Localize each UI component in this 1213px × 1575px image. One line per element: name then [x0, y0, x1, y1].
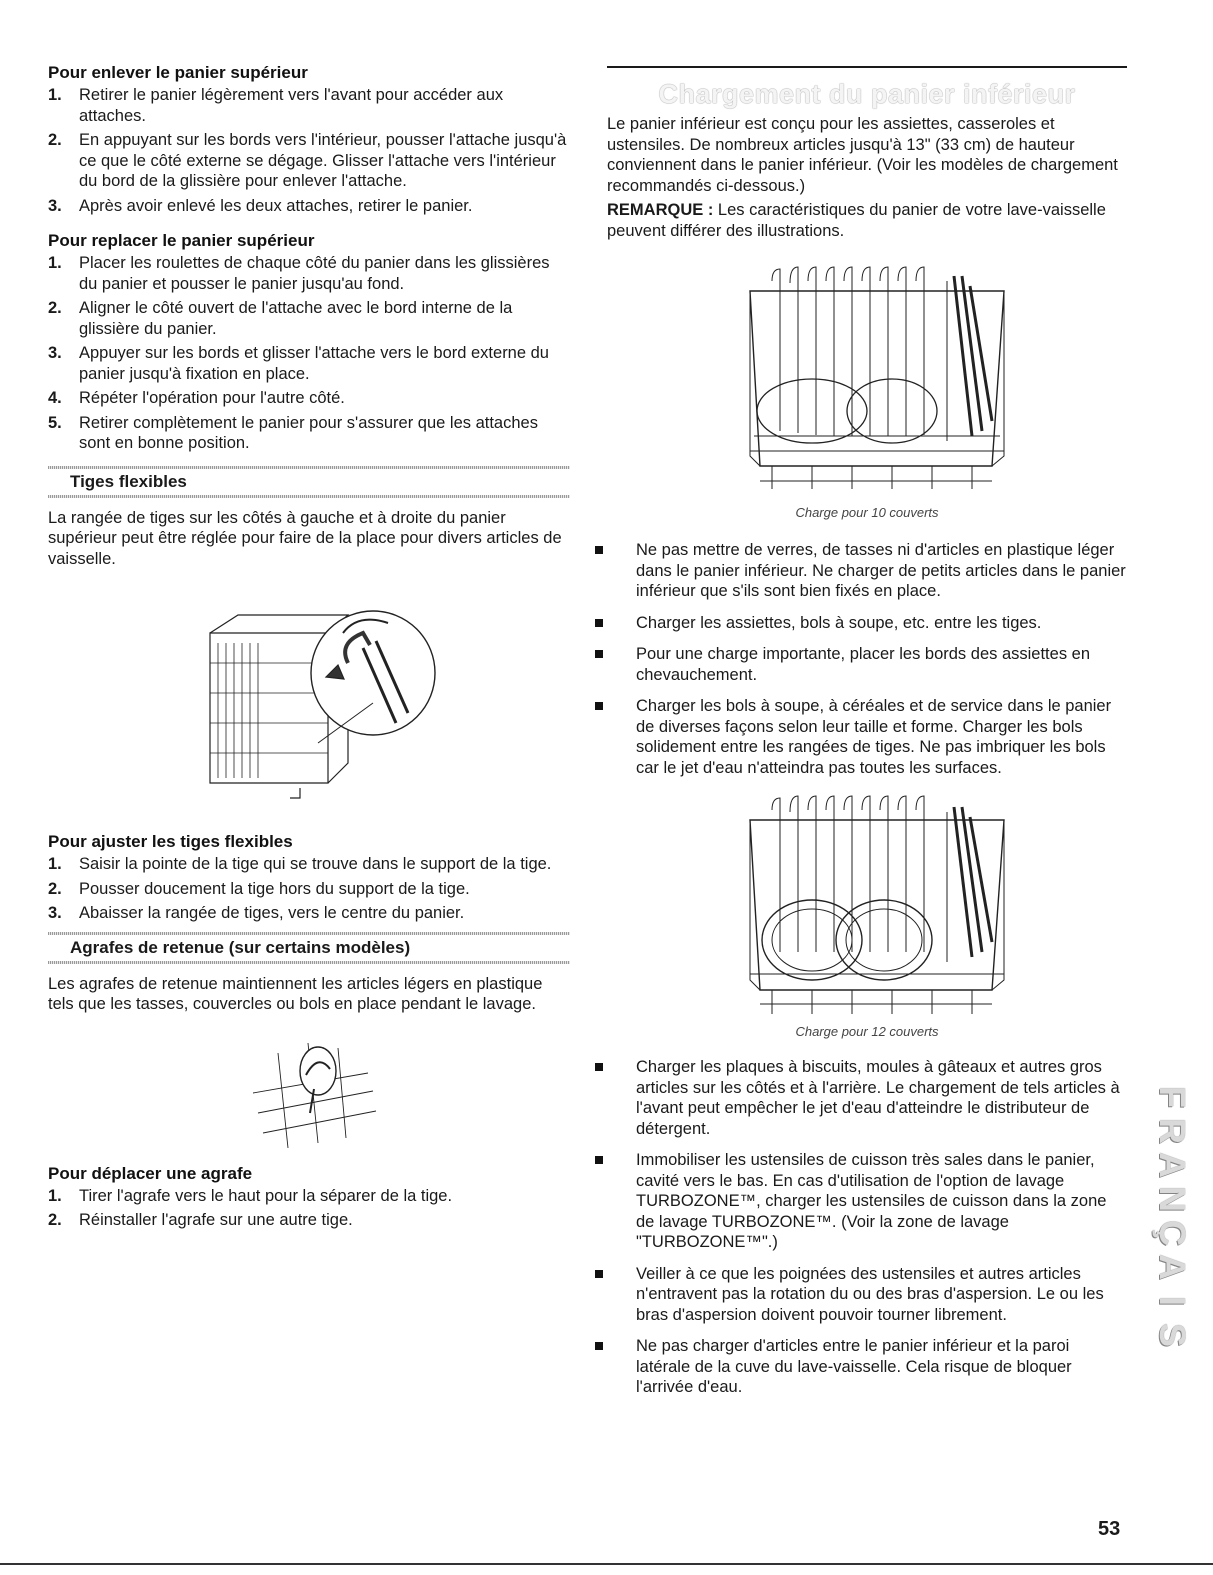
step-number: 2.	[48, 131, 62, 149]
banner-rule	[48, 961, 570, 964]
tines-section-title: Tiges flexibles	[70, 471, 187, 491]
retaining-clip-illustration	[248, 1033, 378, 1153]
list-item	[607, 540, 1127, 602]
side-tab-letter: Ç	[1152, 1220, 1193, 1246]
step-text: Pousser doucement la tige hors du support de la tige.	[79, 879, 470, 898]
step-number: 2.	[48, 1211, 62, 1229]
list-item	[48, 253, 570, 294]
move-clip-heading: Pour déplacer une agrafe	[48, 1163, 253, 1183]
adjust-steps-list	[48, 854, 570, 924]
list-item	[48, 85, 570, 126]
step-text: En appuyant sur les bords vers l'intérieur, pousser l'attache jusqu'à ce que le côté externe se dégage. Glisser l'attache vers l'intérieur du bord de la glissière pour enlever l'attache.	[79, 131, 567, 190]
step-text: Appuyer sur les bords et glisser l'attache vers le bord externe du panier jusqu'à fixation en place.	[79, 344, 549, 383]
list-item	[48, 343, 570, 384]
list-item	[48, 879, 570, 900]
bullet-text: Ne pas mettre de verres, de tasses ni d'articles en plastique léger dans le panier inférieur. Ne charger de petits articles dans le panier inférieur que s'ils sont bien fixés en place.	[636, 541, 1126, 600]
step-text: Retirer complètement le panier pour s'assurer que les attaches sont en bonne position.	[79, 413, 538, 452]
banner-rule	[48, 495, 570, 498]
list-item	[607, 1336, 1127, 1398]
list-item	[48, 130, 570, 192]
bullet-square-icon	[595, 1270, 603, 1278]
intro-paragraph: Le panier inférieur est conçu pour les assiettes, casseroles et ustensiles. De nombreux articles jusqu'à 13" (33 cm) de hauteur conviennent dans le panier inférieur. (Voir les modèles de chargement recommandés ci-dessous.)	[607, 115, 1118, 195]
bullet-text: Veiller à ce que les poignées des ustensiles et autres articles n'entravent pas la rotation du ou des bras d'aspersion. Le ou les bras d'aspersion doivent pouvoir tourner librement.	[636, 1264, 1104, 1324]
lower-rack-10-illustration	[742, 261, 1012, 501]
rack-12-place-illustration	[742, 792, 1012, 1022]
bullet-text: Immobiliser les ustensiles de cuisson très sales dans le panier, cavité vers le bas. En cas d'utilisation de l'option de lavage TURBOZONE™, charger les ustensiles de cuisson dans la zone de lavage TURBOZONE™. (Voir la zone de lavage "TURBOZONE™".)	[636, 1151, 1107, 1251]
replace-steps-list	[48, 253, 570, 454]
step-number: 2.	[48, 299, 62, 317]
banner-rule	[48, 932, 570, 935]
list-item	[607, 613, 1127, 634]
step-number: 2.	[48, 879, 62, 898]
clips-section-title: Agrafes de retenue (sur certains modèles)	[70, 937, 411, 957]
bullet-square-icon	[595, 1063, 603, 1071]
tines-basket-illustration	[198, 593, 438, 813]
step-number: 4.	[48, 389, 62, 407]
loading-tips-list-a	[607, 540, 1127, 778]
list-item	[607, 696, 1127, 778]
page-number: 53	[1098, 1518, 1121, 1540]
step-number: 1.	[48, 254, 62, 272]
move-steps-list	[48, 1186, 570, 1231]
side-tab-letter: I	[1151, 1295, 1193, 1307]
adjust-tines-heading: Pour ajuster les tiges flexibles	[48, 832, 293, 851]
list-item	[48, 196, 570, 217]
bullet-square-icon	[595, 619, 603, 627]
clips-description: Les agrafes de retenue maintiennent les articles légers en plastique tels que les tasses, couvercles ou bols en place pendant le lavage.	[48, 974, 543, 1013]
left-column	[48, 62, 570, 1235]
bullet-text: Pour une charge importante, placer les bords des assiettes en chevauchement.	[636, 645, 1091, 684]
page-bottom-rule	[0, 1563, 1213, 1565]
note-text: Les caractéristiques du panier de votre lave-vaisselle peuvent différer des illustrations.	[607, 201, 1106, 240]
list-item	[607, 1264, 1127, 1326]
flexible-tines-illustration	[198, 593, 438, 813]
step-text: Saisir la pointe de la tige qui se trouve dans le support de la tige.	[79, 855, 552, 873]
remove-steps-list	[48, 85, 570, 216]
bullet-square-icon	[595, 650, 603, 658]
list-item	[607, 1057, 1127, 1139]
caption-10-place: Charge pour 10 couverts	[795, 505, 939, 520]
loading-tips-list-b	[607, 1057, 1127, 1398]
step-text: Tirer l'agrafe vers le haut pour la séparer de la tige.	[79, 1186, 453, 1205]
side-tab-letter: R	[1152, 1118, 1193, 1144]
side-tab-letter: A	[1152, 1254, 1193, 1280]
remove-basket-heading: Pour enlever le panier supérieur	[48, 63, 308, 82]
clip-illustration	[248, 1033, 378, 1153]
lower-rack-12-illustration	[742, 792, 1012, 1022]
list-item	[48, 854, 570, 875]
list-item	[48, 903, 570, 924]
side-tab-letter: S	[1151, 1322, 1193, 1348]
bullet-square-icon	[595, 1342, 603, 1350]
note-paragraph	[607, 200, 1127, 241]
step-number: 3.	[48, 344, 62, 362]
bullet-square-icon	[595, 702, 603, 710]
bullet-text: Charger les bols à soupe, à céréales et de service dans le panier de diverses façons selon leur taille et forme. Charger les bols solidement entre les rangées de tiges. Ne pas imbriquer les bols car le jet d'eau n'atteindra pas toutes les surfaces.	[636, 697, 1112, 777]
clips-section-banner	[48, 932, 570, 964]
tines-description: La rangée de tiges sur les côtés à gauche et à droite du panier supérieur peut être réglée pour faire de la place pour divers articles de vaisselle.	[48, 508, 562, 568]
step-text: Aligner le côté ouvert de l'attache avec le bord interne de la glissière du panier.	[79, 299, 513, 338]
right-column	[607, 60, 1127, 1409]
list-item	[48, 1186, 570, 1207]
step-text: Abaisser la rangée de tiges, vers le centre du panier.	[79, 904, 465, 922]
step-number: 1.	[48, 1186, 62, 1205]
language-side-tab	[1152, 1080, 1192, 1350]
bullet-text: Charger les plaques à biscuits, moules à gâteaux et autres gros articles sur les côtés et à l'arrière. Le chargement de tels articles à l'avant peut empêcher le jet d'eau d'atteindre le distributeur de détergent.	[636, 1058, 1120, 1138]
tines-section-banner	[48, 466, 570, 498]
bullet-square-icon	[595, 546, 603, 554]
step-text: Répéter l'opération pour l'autre côté.	[79, 389, 345, 407]
section-title: Chargement du panier inférieur	[658, 79, 1076, 109]
step-number: 1.	[48, 855, 62, 873]
step-number: 3.	[48, 196, 62, 215]
note-label: REMARQUE :	[607, 201, 714, 219]
list-item	[48, 388, 570, 409]
list-item	[607, 1150, 1127, 1253]
list-item	[48, 1210, 570, 1231]
step-number: 1.	[48, 86, 62, 104]
banner-rule	[48, 466, 570, 469]
step-number: 5.	[48, 413, 62, 432]
step-text: Retirer le panier légèrement vers l'avant pour accéder aux attaches.	[79, 86, 504, 125]
list-item	[607, 644, 1127, 685]
side-tab-letter: N	[1152, 1186, 1193, 1212]
step-text: Placer les roulettes de chaque côté du panier dans les glissières du panier et pousser le panier jusqu'au fond.	[79, 254, 550, 293]
replace-basket-heading: Pour replacer le panier supérieur	[48, 231, 315, 250]
rack-10-place-illustration	[742, 261, 1012, 501]
step-text: Après avoir enlevé les deux attaches, retirer le panier.	[79, 196, 473, 215]
side-tab-letter: A	[1152, 1152, 1193, 1178]
bullet-square-icon	[595, 1156, 603, 1164]
step-number: 3.	[48, 904, 62, 922]
bullet-text: Ne pas charger d'articles entre le panier inférieur et la paroi latérale de la cuve du lave-vaisselle. Cela risque de bloquer l'arrivée d'eau.	[636, 1337, 1072, 1396]
step-text: Réinstaller l'agrafe sur une autre tige.	[79, 1211, 353, 1229]
list-item	[48, 298, 570, 339]
side-tab-letter: F	[1152, 1086, 1193, 1108]
bullet-text: Charger les assiettes, bols à soupe, etc. entre les tiges.	[636, 613, 1042, 632]
list-item	[48, 413, 570, 454]
caption-12-place: Charge pour 12 couverts	[795, 1024, 939, 1039]
